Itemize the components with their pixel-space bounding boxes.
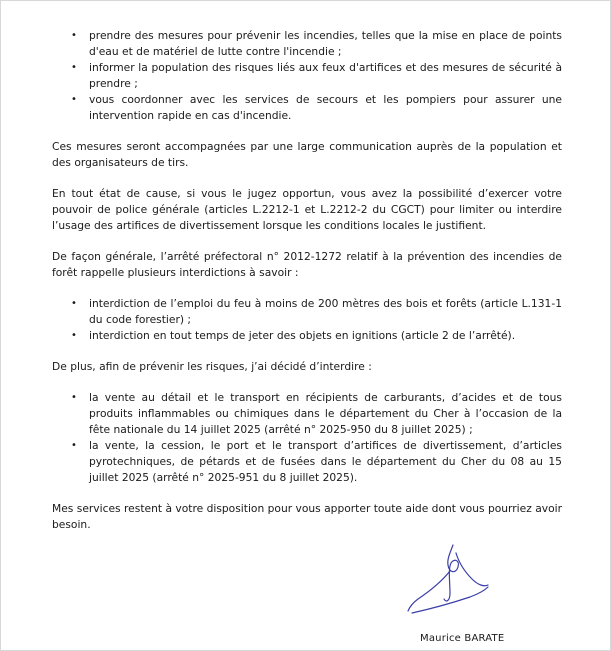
list-item: • prendre des mesures pour prévenir les incendies, telles que la mise en place de points d'eau et de matériel de lutte contre l'incendie ; — [71, 29, 562, 58]
list-item: • interdiction de l’emploi du feu à moins de 200 mètres des bois et forêts (article L.131-1 du code forestier) ; — [71, 297, 562, 326]
bullet-icon: • — [71, 392, 77, 403]
list-item: • la vente, la cession, le port et le transport d’artifices de divertissement, d’articles pyrotechniques, de pétards et de fusées dans le département du Cher du 08 au 15 juillet 2025 (arrêté n° 2025-951 du 8 juillet 2025). — [71, 439, 562, 484]
interdictions-list — [52, 296, 562, 344]
measures-list — [52, 28, 562, 124]
list-item: • vous coordonner avec les services de secours et les pompiers pour assurer une intervention rapide en cas d'incendie. — [71, 93, 562, 122]
bullet-icon: • — [71, 62, 77, 73]
letter-body — [52, 28, 562, 533]
bullet-icon: • — [71, 330, 77, 341]
list-item: • informer la population des risques liés aux feux d'artifices et des mesures de sécurité à prendre ; — [71, 61, 562, 90]
bullet-icon: • — [71, 94, 77, 105]
signature-icon — [406, 541, 496, 621]
bullet-icon: • — [71, 30, 77, 41]
paragraph-arrete: De façon générale, l’arrêté préfectoral n° 2012-1272 relatif à la prévention des incendies de forêt rappelle plusieurs interdictions à savoir : — [52, 250, 562, 279]
bullet-icon: • — [71, 298, 77, 309]
bullet-icon: • — [71, 440, 77, 451]
decision-list — [52, 390, 562, 486]
signer-name: Maurice BARATE — [420, 633, 505, 644]
list-item: • la vente au détail et le transport en récipients de carburants, d’acides et de tous produits inflammables ou chimiques dans le département du Cher à l’occasion de la fête nationale du 14 juillet 2025 (arrêté n° 2025-950 du 8 juillet 2025) ; — [71, 391, 562, 436]
paragraph-police: En tout état de cause, si vous le jugez opportun, vous avez la possibilité d’exercer votre pouvoir de police générale (articles L.2212-1 et L.2212-2 du CGCT) pour limiter ou interdire l’usage des artifices de divertissement lorsque les conditions locales le justifient. — [52, 187, 562, 232]
paragraph-services: Mes services restent à votre disposition pour vous apporter toute aide dont vous pourriez avoir besoin. — [52, 502, 562, 531]
paragraph-decision: De plus, afin de prévenir les risques, j’ai décidé d’interdire : — [52, 360, 372, 373]
list-item: • interdiction en tout temps de jeter des objets en ignitions (article 2 de l’arrêté). — [71, 329, 516, 342]
paragraph-communication: Ces mesures seront accompagnées par une large communication auprès de la population et des organisateurs de tirs. — [52, 140, 562, 169]
